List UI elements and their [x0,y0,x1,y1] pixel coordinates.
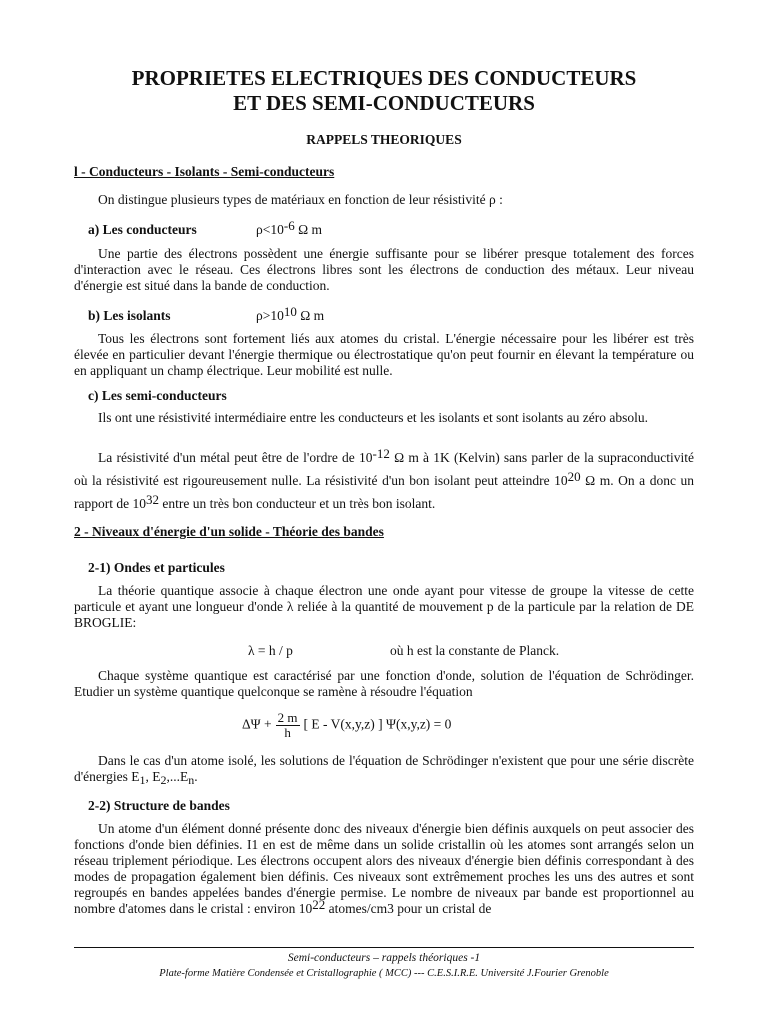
isolants-label: b) Les isolants [88,308,171,323]
document-subtitle: RAPPELS THEORIQUES [306,132,462,147]
footer-title [0,952,768,964]
structure-bandes-exponent: 22 [312,897,326,912]
resistivite-text-1: La résistivité d'un métal peut être de l'ordre de 10 [98,450,373,465]
resistivite-exp-2: 20 [567,469,581,484]
footer-institution: Plate-forme Matière Condensée et Cristallographie ( MCC) --- C.E.S.I.R.E. Université J.Fourier Grenoble [159,968,609,979]
ondes-particules-label: 2-1) Ondes et particules [88,560,225,575]
footer-divider [74,947,694,948]
isolants-text: Tous les électrons sont fortement liés aux atomes du cristal. L'énergie nécessaire pour les libérer est très élevée en particulier devant l'énergie thermique ou électrostatique qu'on peut fournir en élevant la température ou en appliquant un champ électrique. Leur mobilité est nulle. [74,331,694,378]
equation-fraction [276,711,300,740]
fraction-denominator: h [284,725,291,740]
fraction-numerator: 2 m [277,710,298,725]
footer-title-text: Semi-conducteurs – rappels théoriques - [287,952,475,964]
atome-isole-text-main: Dans le cas d'un atome isolé, les solutions de l'équation de Schrödinger n'existent que pour une série discrète d'énergies E [74,753,694,784]
conducteurs-text: Une partie des électrons possèdent une énergie suffisante pour se libérer presque totalement des forces d'interaction avec le réseau. Ces électrons libres sont les électrons de conduction des métaux. Leur niveau d'énergie est situé dans la bande de conduction. [74,246,694,293]
energy-subscript-n: n [188,773,195,787]
conducteurs-label: a) Les conducteurs [88,222,197,237]
isolants-formula [256,304,325,324]
equation-right: [ E - V(x,y,z) ] Ψ(x,y,z) = 0 [303,716,452,732]
atome-isole-sep-2: ,...E [166,769,189,784]
isolants-formula-base: ρ>10 [256,308,284,323]
title-line-2: ET DES SEMI-CONDUCTEURS [233,91,535,115]
resistivite-text-3: Ω m. On a donc un rapport de 10 [74,473,694,511]
section-1-heading: l - Conducteurs - Isolants - Semi-conducteurs [74,164,335,179]
debroglie-equation: λ = h / p [248,643,293,658]
atome-isole-end: . [194,769,198,784]
ondes-particules-text: La théorie quantique associe à chaque électron une onde ayant pour vitesse de groupe la vitesse de cette particule et ayant une longueur d'onde λ reliée à la quantité de mouvement p de la particule par la relation de DE BROGLIE: [74,583,694,630]
energy-subscript-2: 2 [160,773,167,787]
resistivite-paragraph [74,446,694,515]
section-2-heading: 2 - Niveaux d'énergie d'un solide - Théorie des bandes [74,524,384,539]
conducteurs-formula-unit: Ω m [294,222,322,237]
resistivite-exp-1: -12 [372,446,390,461]
structure-bandes-text-end: atomes/cm3 pour un cristal de [325,901,492,916]
atome-isole-sep-1: , E [145,769,161,784]
conducteurs-formula-exponent: -6 [283,218,295,233]
structure-bandes-text [74,821,694,917]
section-1-intro: On distingue plusieurs types de matériaux en fonction de leur résistivité ρ : [98,192,503,207]
debroglie-note: où h est la constante de Planck. [390,643,560,658]
structure-bandes-label: 2-2) Structure de bandes [88,798,230,813]
resistivite-text-4: entre un très bon conducteur et un très bon isolant. [158,496,436,511]
structure-bandes-text-main: Un atome d'un élément donné présente donc des niveaux d'énergie bien définis auxquels on peut associer des fonctions d'onde bien définies. I1 en est de même dans un solide cristallin où les atomes sont arrangés selon un réseau triplement périodique. Les électrons occupent alors des niveaux d'énergie bien définis correspondant à des modes de propagation également bien définis. Ces niveaux sont extrêmement proches les uns des autres et sont regroupés en bandes appelées bandes d'énergie permise. Le nombre de niveaux par bande est proportionnel au nombre d'atomes dans le cristal : environ 10 [74,821,694,916]
isolants-formula-unit: Ω m [296,308,325,323]
schrodinger-text: Chaque système quantique est caractérisé par une fonction d'onde, solution de l'équation de Schrödinger. Etudier un système quantique quelconque se ramène à résoudre l'équation [74,668,694,699]
conducteurs-formula-base: ρ<10 [256,222,284,237]
equation-left: ΔΨ + [242,716,272,732]
page-number: 1 [474,952,481,964]
atome-isole-text [74,753,694,785]
resistivite-text-2: Ω m à 1K (Kelvin) sans parler de la supraconductivité où la résistivité est rigoureusement nulle. La résistivité d'un bon isolant peut atteindre 10 [74,450,694,488]
conducteurs-formula [256,218,322,238]
semi-conducteurs-text: Ils ont une résistivité intermédiaire entre les conducteurs et les isolants et sont isolants au zéro absolu. [98,410,648,425]
energy-subscript-1: 1 [139,773,146,787]
isolants-formula-exponent: 10 [283,304,297,319]
resistivite-exp-3: 32 [145,492,159,507]
semi-conducteurs-label: c) Les semi-conducteurs [88,388,227,403]
document-title [60,66,708,116]
schrodinger-equation [242,711,451,740]
title-line-1: PROPRIETES ELECTRIQUES DES CONDUCTEURS [131,66,637,90]
